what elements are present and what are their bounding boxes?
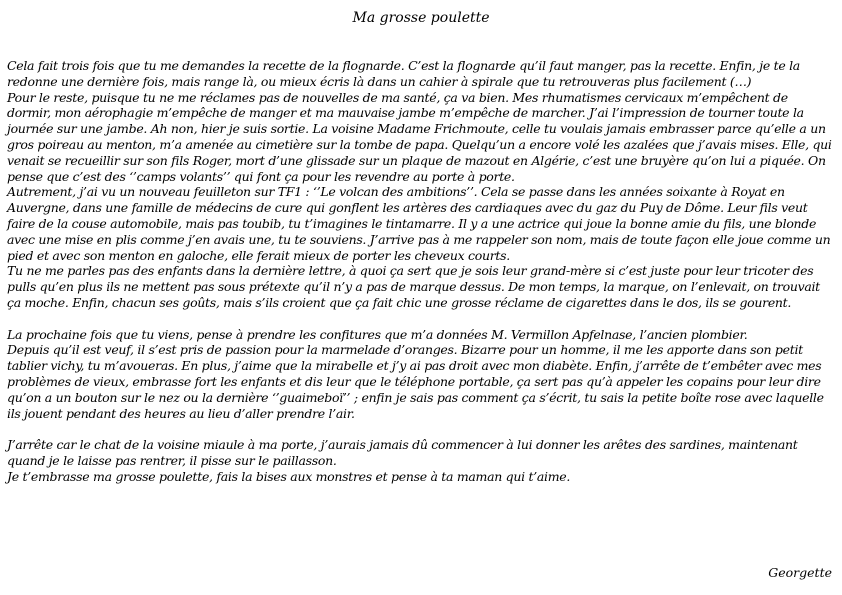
- paragraph-closing: Je t’embrasse ma grosse poulette, fais la bises aux monstres et pense à ta maman qui t’aime.: [7, 468, 571, 484]
- signature: Georgette: [768, 565, 832, 580]
- paragraph-jams: La prochaine fois que tu viens, pense à prendre les confitures que m’a données M. Vermillon Apfelnase, l’ancien plombier.: [7, 326, 748, 342]
- paragraph-widower: Depuis qu’il est veuf, il s’est pris de passion pour la marmelade d’oranges. Bizarre pour un homme, il me les apporte dans son petit tablier vichy, tu m’avoueras. En plus, j’aime que la mirabelle et j’y ai pas droit avec mon diabète. Enfin, j’arrête de t’embêter avec mes problèmes de vieux, embrasse fort les enfants et dis leur que le téléphone portable, ça sert pas qu’à appeler les copains pour leur dire qu’on a un bouton sur le nez ou la dernière ‘’guaimeboï’’ ; enfin je sais pas comment ça s’écrit, tu sais la petite boîte rose avec laquelle ils jouent pendant des heures au lieu d’aller prendre l’air.: [7, 342, 824, 421]
- paragraph-children: Tu ne me parles pas des enfants dans la dernière lettre, à quoi ça sert que je sois leur grand-mère si c’est juste pour leur tricoter des pulls qu’en plus ils ne mettent pas sous prétexte qu’il n’y a pas de marque dessus. De mon temps, la marque, on l’enlevait, on trouvait ça moche. Enfin, chacun ses goûts, mais s’ils croient que ça fait chic une grosse réclame de cigarettes dans le dos, ils se gourent.: [7, 263, 820, 310]
- paragraph-tv-series: Autrement, j’ai vu un nouveau feuilleton sur TF1 : ‘’Le volcan des ambitions’’. Cela se passe dans les années soixante à Royat en Auvergne, dans une famille de médecins de cure qui gonflent les artères des cardiaques avec du gaz du Puy de Dôme. Leur fils veut faire de la couse automobile, mais pas toubib, tu t’imagines le tintamarre. Il y a une actrice qui joue la bonne amie du fils, une blonde avec une mise en plis comme j’en avais une, tu te souviens. J’arrive pas à me rappeler son nom, mais de toute façon elle joue comme un pied et avec son menton en galoche, elle ferait mieux de porter les cheveux courts.: [7, 184, 831, 263]
- paragraph-cat: J’arrête car le chat de la voisine miaule à ma porte, j’aurais jamais dû commencer à lui donner les arêtes des sardines, maintenant quand je le laisse pas rentrer, il pisse sur le paillasson.: [7, 437, 798, 468]
- letter-body: [7, 58, 835, 485]
- letter-title: Ma grosse poulette: [352, 10, 490, 26]
- paragraph-recipe: Cela fait trois fois que tu me demandes la recette de la flognarde. C’est la flognarde qu’il faut manger, pas la recette. Enfin, je te la redonne une dernière fois, mais range là, ou mieux écris là dans un cahier à spirale que tu retrouveras plus facilement (…): [7, 58, 800, 89]
- paragraph-spacer: [7, 421, 835, 437]
- paragraph-health: Pour le reste, puisque tu ne me réclames pas de nouvelles de ma santé, ça va bien. Mes rhumatismes cervicaux m’empêchent de dormir, mon aérophagie m’empêche de manger et ma mauvaise jambe m’empêche de marcher. J’ai l’impression de tourner toute la journée sur une jambe. Ah non, hier je suis sortie. La voisine Madame Frichmoute, celle tu voulais jamais embrasser parce qu’elle a un gros poireau au menton, m’a amenée au cimetière sur la tombe de papa. Quelqu’un a encore volé les azalées que j’avais mises. Elle, qui venait se recueillir sur son fils Roger, mort d’une glissade sur un plaque de mazout en Algérie, c’est une bruyère qu’on lui a piquée. On pense que c’est des ‘’camps volants’’ qui font ça pour les revendre au porte à porte.: [7, 89, 832, 184]
- paragraph-spacer: [7, 311, 835, 327]
